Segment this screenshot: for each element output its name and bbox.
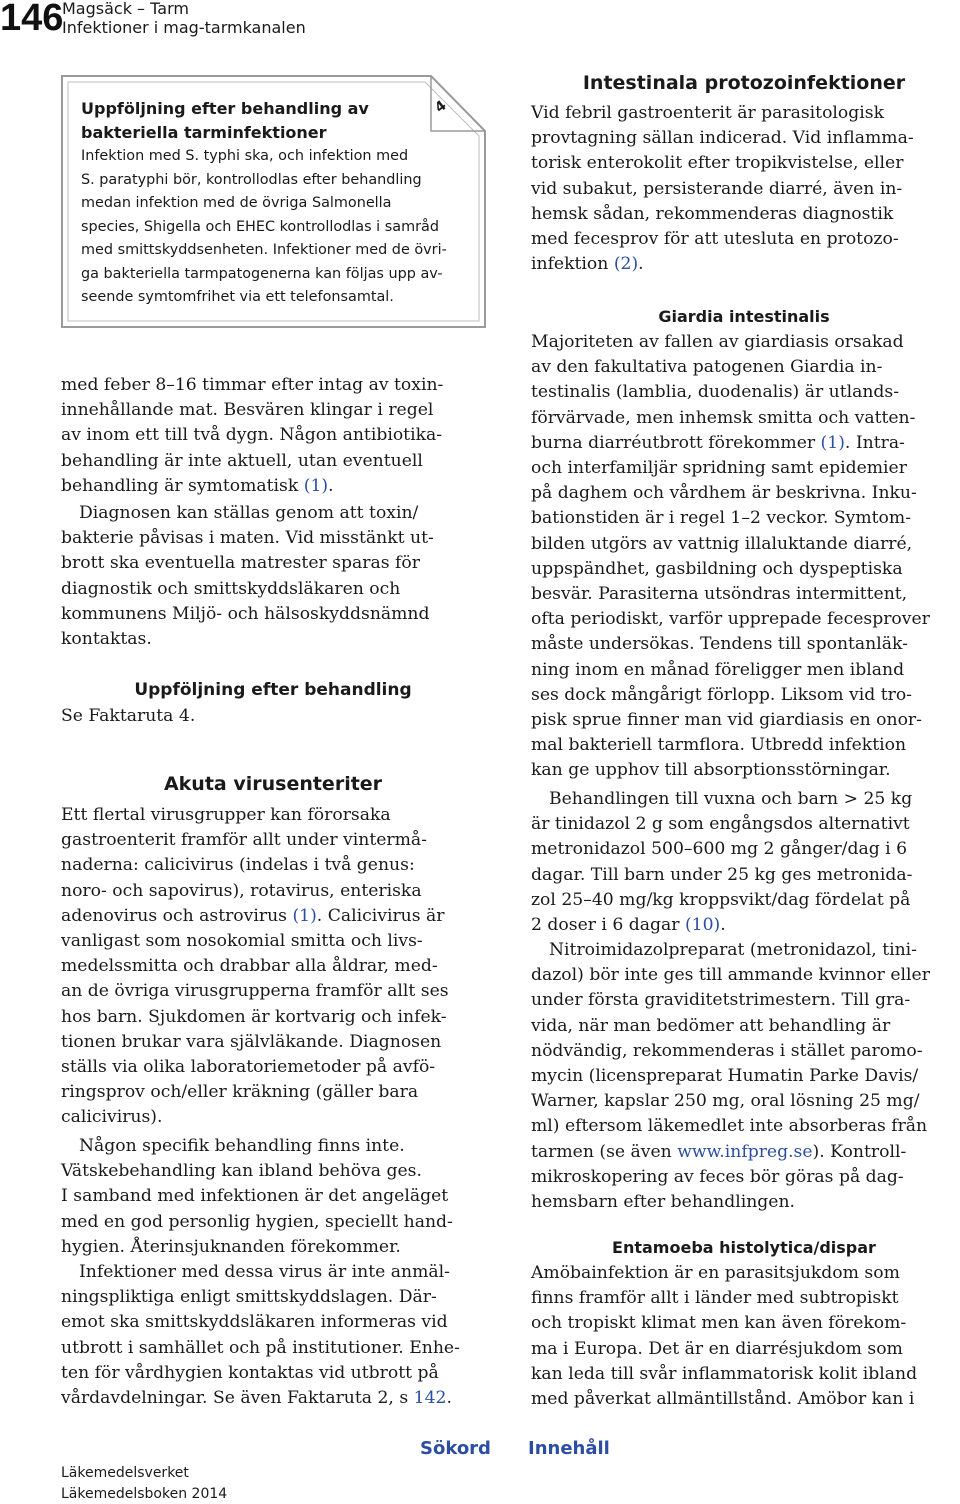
fact-box-text (81, 145, 473, 310)
text-line: hemsk sådan, rekommenderas diagnostik (531, 203, 894, 224)
text-line: mal bakteriell tarmflora. Utbredd infektion (531, 735, 907, 756)
text-line: av inom ett till två dygn. Någon antibiotika- (61, 425, 443, 446)
text-line: hygien. Återinsjuknanden förekommer. (61, 1236, 401, 1257)
paragraph-giardia-pregnancy (531, 938, 957, 1215)
paragraph-viral-1 (61, 803, 485, 1131)
header-section-title: Magsäck – Tarm (62, 0, 189, 18)
text-line: av den fakultativa patogenen Giardia in- (531, 357, 883, 378)
text-line: kontaktas. (61, 629, 152, 650)
text-line: pisk sprue finner man vid giardiasis en onor- (531, 710, 922, 731)
text-line: Vid febril gastroenterit är parasitologisk (531, 103, 885, 123)
text-line: nödvändig, rekommenderas i stället paromo- (531, 1040, 923, 1061)
text-line: emot ska smittskyddsläkaren informeras vid (61, 1312, 448, 1333)
section-heading-protozoa: Intestinala protozoinfektioner (582, 72, 906, 94)
text-line: provtagning sällan indicerad. Vid inflamma- (531, 128, 914, 149)
text-line: ma i Europa. Det är en diarrésjukdom som (531, 1338, 903, 1359)
paragraph-giardia-treatment (531, 787, 957, 938)
text-line: måste undersökas. Tendens till spontanläk- (531, 634, 908, 655)
text-line: vid subakut, persisterande diarré, även in- (531, 178, 903, 199)
text-line: vanligast som nosokomial smitta och livs- (61, 931, 423, 952)
text-line: tionen brukar vara självläkande. Diagnosen (61, 1031, 442, 1052)
text-fragment: . (328, 475, 334, 496)
text-line: på daghem och vårdhem är beskrivna. Inku- (531, 483, 917, 504)
fact-box-line: Infektion med S. typhi ska, och infektion med (81, 148, 409, 164)
text-line: burna diarréutbrott förekommer (531, 432, 821, 453)
infpreg-link[interactable]: www.infpreg.se (677, 1141, 813, 1162)
page-reference-link[interactable]: 142 (413, 1388, 447, 1409)
text-line: 2 doser i 6 dagar (531, 915, 685, 936)
text-line: kommunens Miljö- och hälsoskyddsnämnd (61, 603, 430, 624)
text-line: innehållande mat. Besvären klingar i regel (61, 400, 434, 421)
fact-box-line: med smittskyddsenheten. Infektioner med de övri- (81, 242, 447, 258)
text-line: naderna: calicivirus (indelas i två genus: (61, 855, 415, 876)
paragraph-entamoeba (531, 1261, 957, 1412)
text-line: brott ska eventuella matrester sparas för (61, 553, 420, 574)
text-fragment: ). Kontroll- (812, 1141, 907, 1162)
reference-link[interactable]: (1) (292, 905, 317, 926)
paragraph-diagnosis (61, 501, 485, 652)
text-line: vida, när man bedömer att behandling är (531, 1015, 891, 1036)
text-line: Behandlingen till vuxna och barn > 25 kg (549, 789, 913, 809)
text-line: hos barn. Sjukdomen är kortvarig och infek- (61, 1006, 447, 1027)
paragraph-viral-2 (61, 1134, 485, 1260)
text-line: Majoriteten av fallen av giardiasis orsakad (531, 332, 904, 352)
reference-link[interactable]: (1) (820, 432, 845, 453)
text-line: noro- och sapovirus), rotavirus, enteriska (61, 880, 422, 901)
text-line: zol 25–40 mg/kg kroppsvikt/dag fördelat på (531, 889, 911, 910)
text-fragment: . Calicivirus är (316, 905, 445, 926)
text-line: Vätskebehandling kan ibland behöva ges. (61, 1161, 422, 1182)
text-line: ning inom en månad föreligger men ibland (531, 659, 905, 680)
text-line: Warner, kapslar 250 mg, oral lösning 25 mg/ (531, 1091, 920, 1112)
reference-link[interactable]: (10) (684, 915, 721, 936)
reference-link[interactable]: (2) (613, 254, 639, 275)
followup-text: Se Faktaruta 4. (61, 706, 196, 726)
text-line: tarmen (se även (531, 1141, 678, 1162)
text-line: metronidazol 500–600 mg 2 gånger/dag i 6 (531, 839, 908, 860)
text-line: behandling är inte aktuell, utan eventuell (61, 450, 423, 471)
text-line: Nitroimidazolpreparat (metronidazol, tini- (549, 940, 917, 960)
text-line: bakterie påvisas i maten. Vid misstänkt ut- (61, 528, 434, 549)
text-line: uppspändhet, gasbildning och dyspeptiska (531, 558, 903, 579)
text-line: ofta periodiskt, varför upprepade fecesprover (531, 609, 930, 630)
text-line: förvärvade, men inhemsk smitta och vatten- (531, 407, 916, 428)
section-heading-followup: Uppföljning efter behandling (134, 680, 412, 700)
text-fragment: . Intra- (844, 432, 905, 453)
text-line: ml) eftersom läkemedlet inte absorberas från (531, 1116, 928, 1137)
fact-box-content (81, 97, 473, 310)
paragraph-food-poisoning (61, 373, 485, 499)
fact-box-title (81, 97, 473, 145)
text-line: gastroenterit framför allt under vintermå- (61, 830, 427, 851)
text-line: och tropiskt klimat men kan även förekom- (531, 1313, 907, 1334)
text-line: med feber 8–16 timmar efter intag av toxin- (61, 375, 444, 395)
text-line: Någon specifik behandling finns inte. (79, 1136, 405, 1156)
text-line: dazol) bör inte ges till ammande kvinnor eller (531, 965, 930, 986)
text-line: mycin (licenspreparat Humatin Parke Davis/ (531, 1066, 919, 1087)
subsection-heading-giardia: Giardia intestinalis (658, 307, 830, 326)
text-line: hemsbarn efter behandlingen. (531, 1192, 795, 1213)
text-line: testinalis (lamblia, duodenalis) är utlands- (531, 382, 900, 403)
text-line: calicivirus). (61, 1107, 163, 1128)
text-line: bationstiden är i regel 1–2 veckor. Symtom- (531, 508, 912, 529)
text-line: ställs via olika laboratoriemetoder på avfö- (61, 1057, 436, 1078)
text-line: med påverkat allmäntillstånd. Amöbor kan i (531, 1389, 915, 1410)
text-fragment: . (446, 1388, 452, 1409)
footer-publisher: Läkemedelsverket (61, 1465, 189, 1481)
footer-book-title: Läkemedelsboken 2014 (61, 1486, 228, 1502)
text-line: mikroskopering av feces bör göras på dag- (531, 1166, 904, 1187)
fact-box-title-line: Uppföljning efter behandling av (81, 99, 369, 118)
text-line: med en god personlig hygien, speciellt hand- (61, 1211, 453, 1232)
fact-box-line: ga bakteriella tarmpatogenerna kan följas upp av- (81, 265, 443, 282)
table-of-contents-link[interactable]: Innehåll (528, 1438, 610, 1459)
text-line: vårdavdelningar. Se även Faktaruta 2, s (61, 1388, 414, 1409)
text-line: med fecesprov för att utesluta en protozo- (531, 229, 899, 250)
text-line: kan ge upphov till absorptionsstörningar. (531, 760, 891, 781)
text-line: Infektioner med dessa virus är inte anmäl- (79, 1262, 450, 1282)
search-index-link[interactable]: Sökord (420, 1438, 491, 1459)
text-line: behandling är symtomatisk (61, 475, 304, 496)
fact-box-line: medan infektion med de övriga Salmonella (81, 195, 392, 211)
text-fragment: . (720, 915, 726, 936)
paragraph-protozoa (531, 101, 957, 277)
header-subtitle: Infektioner i mag-tarmkanalen (62, 18, 306, 37)
text-line: Amöbainfektion är en parasitsjukdom som (531, 1263, 900, 1283)
subsection-heading-entamoeba: Entamoeba histolytica/dispar (612, 1238, 876, 1257)
text-line: infektion (531, 254, 614, 275)
text-line: diagnostik och smittskyddsläkaren och (61, 578, 401, 599)
fact-box-number: 4 (432, 97, 450, 117)
fact-box-line: S. paratyphi bör, kontrollodlas efter behandling (81, 171, 422, 188)
page-header (0, 0, 400, 44)
text-fragment: . (638, 254, 644, 275)
text-line: ningspliktiga enligt smittskyddslagen. Där- (61, 1287, 437, 1308)
fact-box-line: seende symtomfrihet via ett telefonsamtal. (81, 289, 394, 305)
paragraph-giardia-1 (531, 330, 957, 784)
text-line: ten för vårdhygien kontaktas vid utbrott på (61, 1362, 439, 1383)
text-line: finns framför allt i länder med subtropiskt (531, 1288, 899, 1309)
text-line: medelssmitta och drabbar alla åldrar, med- (61, 956, 438, 977)
text-line: Ett flertal virusgrupper kan förorsaka (61, 805, 391, 825)
text-line: torisk enterokolit efter tropikvistelse, eller (531, 153, 904, 174)
reference-link[interactable]: (1) (303, 475, 329, 496)
text-line: utbrott i samhället och på institutioner. Enhe- (61, 1337, 460, 1358)
text-line: bilden utgörs av vattnig illaluktande diarré, (531, 533, 913, 554)
text-line: är tinidazol 2 g som engångsdos alternativt (531, 814, 910, 835)
section-heading-viral: Akuta virusenteriter (163, 773, 383, 795)
text-line: dagar. Till barn under 25 kg ges metronida- (531, 864, 913, 885)
text-line: besvär. Parasiterna utsöndras intermittent, (531, 584, 908, 605)
fact-box-line: species, Shigella och EHEC kontrollodlas i samråd (81, 218, 439, 235)
text-line: I samband med infektionen är det angeläget (61, 1186, 449, 1207)
text-line: kan leda till svår inflammatorisk kolit ibland (531, 1363, 918, 1384)
text-line: och interfamiljär spridning samt epidemier (531, 458, 907, 479)
text-line: Diagnosen kan ställas genom att toxin/ (79, 503, 419, 523)
fact-box (61, 75, 485, 327)
paragraph-viral-3 (61, 1260, 485, 1411)
text-line: an de övriga virusgrupperna framför allt ses (61, 981, 449, 1002)
page-number: 146 (0, 0, 64, 39)
text-line: under första graviditetstrimestern. Till gra- (531, 990, 911, 1011)
page-footer (0, 1430, 960, 1504)
text-line: adenovirus och astrovirus (61, 905, 293, 926)
text-line: ringsprov och/eller kräkning (gäller bara (61, 1082, 419, 1103)
text-line: ses dock mångårigt förlopp. Liksom vid tro- (531, 684, 912, 705)
fact-box-title-line: bakteriella tarminfektioner (81, 123, 327, 142)
